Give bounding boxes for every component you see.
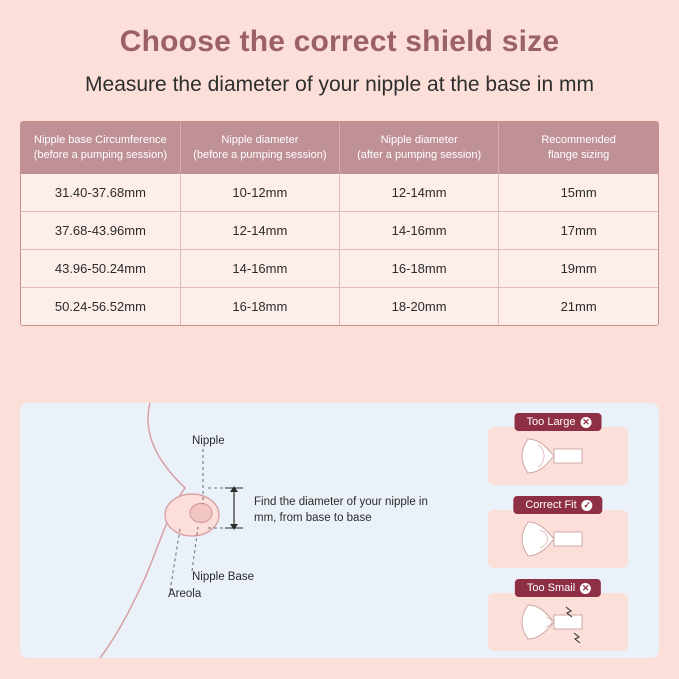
table-cell: 18-20mm (340, 288, 499, 326)
table-cell: 15mm (499, 174, 658, 212)
flange-svg-correct-fit (488, 510, 628, 568)
table-header-row (21, 122, 658, 174)
correct-fit-badge (513, 496, 602, 514)
table-cell: 12-14mm (180, 212, 339, 250)
header-line-1: Recommended (541, 134, 616, 147)
measure-arrow-head-top (230, 486, 238, 492)
table-cell: 37.68-43.96mm (21, 212, 180, 250)
table-row (21, 174, 658, 212)
friction-mark-icon (574, 633, 580, 643)
page-subtitle: Measure the diameter of your nipple at the base in mm (85, 73, 594, 96)
table-cell: 16-18mm (180, 288, 339, 326)
too-small-badge (515, 579, 601, 597)
sizing-table (21, 122, 658, 325)
table-cell: 16-18mm (340, 250, 499, 288)
table-header-cell (499, 122, 658, 174)
check-icon: ✓ (583, 499, 591, 510)
table-cell: 21mm (499, 288, 658, 326)
nipple-label: Nipple (192, 435, 225, 447)
table-row (21, 250, 658, 288)
flange-illustration-correct-fit (488, 510, 628, 568)
table-cell: 50.24-56.52mm (21, 288, 180, 326)
table-cell: 31.40-37.68mm (21, 174, 180, 212)
table-cell: 10-12mm (180, 174, 339, 212)
table-cell: 14-16mm (340, 212, 499, 250)
table-header-cell (180, 122, 339, 174)
breast-outline (100, 403, 185, 658)
header-line-2: (before a pumping session) (193, 149, 327, 162)
nipple-base-label: Nipple Base (192, 571, 255, 583)
badge-label: Too Smail (526, 582, 576, 594)
header-line-2: (before a pumping session) (33, 149, 168, 162)
too-large-badge (515, 413, 602, 431)
table-header-cell (21, 122, 180, 174)
table-body (21, 174, 658, 325)
measure-arrow-head-bottom (230, 524, 238, 530)
measurement-instruction: Find the diameter of your nipple in mm, from base to base (254, 496, 428, 525)
nipple-shape (190, 504, 212, 523)
flange-svg-too-small (488, 593, 628, 651)
badge-label: Correct Fit (525, 499, 577, 511)
fit-card-correct-fit (468, 496, 648, 568)
areola-label: Areola (168, 588, 202, 600)
table-cell: 17mm (499, 212, 658, 250)
header-line-2: flange sizing (548, 149, 610, 162)
fit-examples (468, 413, 648, 662)
page-title: Choose the correct shield size (119, 25, 560, 58)
table-row (21, 212, 658, 250)
header-line-2: (after a pumping session) (357, 149, 482, 162)
flange-illustration-too-small (488, 593, 628, 651)
fit-card-too-large (468, 413, 648, 485)
flange-illustration-too-large (488, 427, 628, 485)
areola-leader-line (170, 529, 180, 591)
header-line-1: Nipple diameter (380, 134, 458, 147)
table-cell: 43.96-50.24mm (21, 250, 180, 288)
measurement-panel (20, 403, 659, 658)
breast-diagram (20, 403, 460, 658)
badge-label: Too Large (526, 416, 576, 428)
cross-icon: ✕ (581, 582, 590, 593)
table-cell: 12-14mm (340, 174, 499, 212)
fit-card-too-small (468, 579, 648, 651)
table-header-cell (340, 122, 499, 174)
header-line-1: Nipple diameter (221, 134, 299, 147)
flange-svg-too-large (488, 427, 628, 485)
table-cell: 14-16mm (180, 250, 339, 288)
table-cell: 19mm (499, 250, 658, 288)
table-row (21, 288, 658, 326)
cross-icon: ✕ (582, 416, 590, 427)
header-line-1: Nipple base Circumference (34, 134, 167, 147)
sizing-table-container (20, 121, 659, 326)
